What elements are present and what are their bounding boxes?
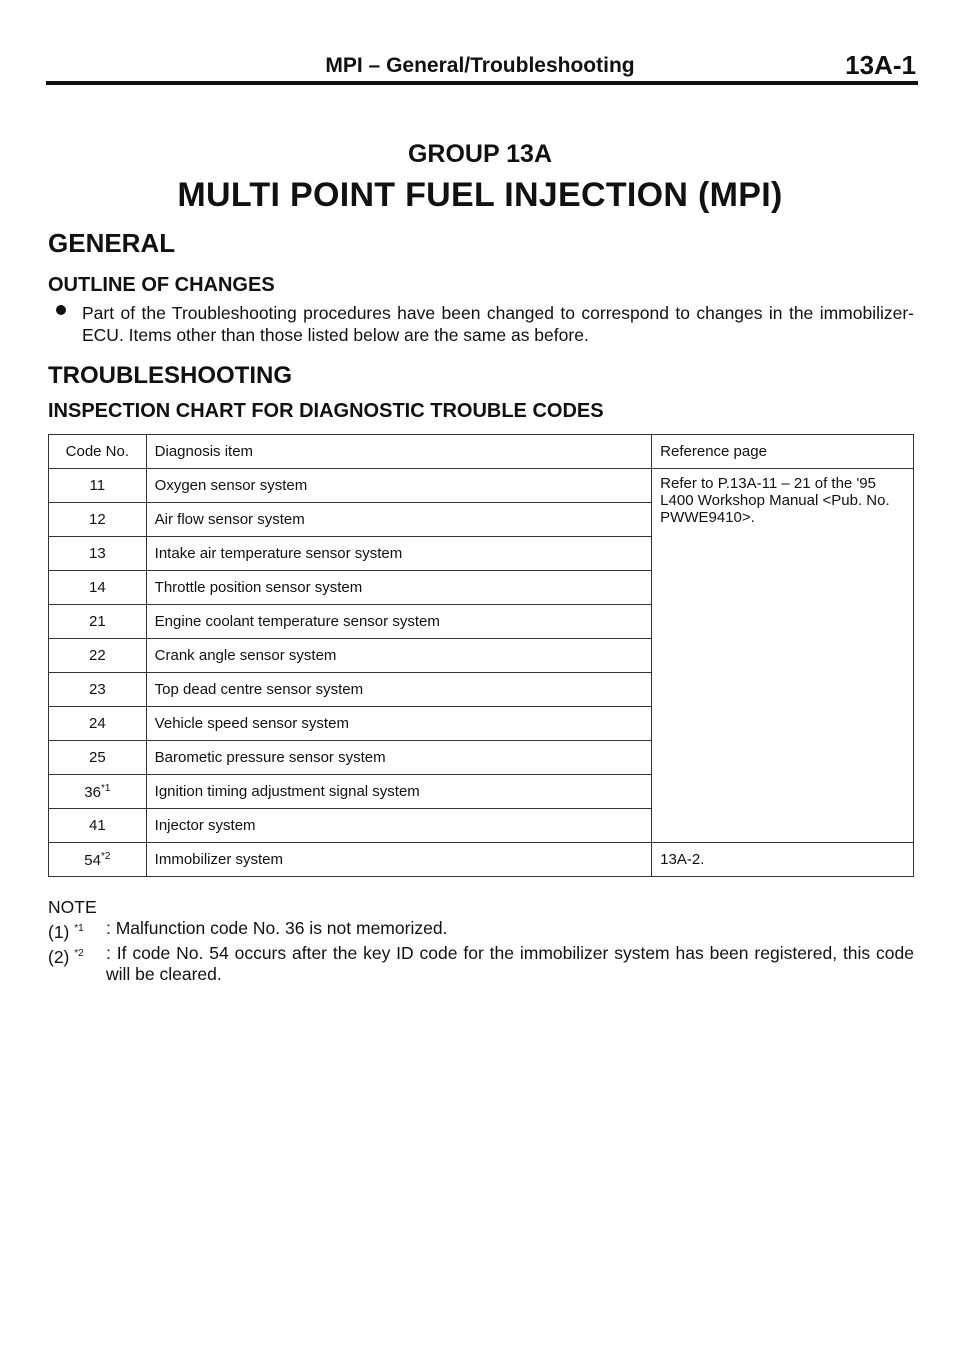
note-index: (2): [48, 946, 70, 967]
note-number: [48, 918, 106, 943]
footnote-mark: *1: [74, 923, 84, 934]
item-cell: Top dead centre sensor system: [146, 673, 652, 707]
page-number: 13A-1: [845, 50, 916, 80]
code-cell: [49, 843, 147, 877]
item-cell: Intake air temperature sensor system: [146, 537, 652, 571]
code-cell: 22: [49, 639, 147, 673]
code-cell: 13: [49, 537, 147, 571]
item-cell: Ignition timing adjustment signal system: [146, 775, 652, 809]
dtc-table: [48, 434, 914, 877]
code-cell: 24: [49, 707, 147, 741]
code-cell: 21: [49, 605, 147, 639]
item-cell: Throttle position sensor system: [146, 571, 652, 605]
code-number: 54: [84, 851, 101, 869]
main-title: MULTI POINT FUEL INJECTION (MPI): [177, 176, 783, 214]
item-cell: Vehicle speed sensor system: [146, 707, 652, 741]
note-number: [48, 943, 106, 985]
troubleshooting-heading: TROUBLESHOOTING: [48, 362, 292, 389]
code-cell: 23: [49, 673, 147, 707]
reference-cell: Refer to P.13A-11 – 21 of the '95 L400 Workshop Manual <Pub. No. PWWE9410>.: [652, 469, 914, 843]
item-cell: Barometic pressure sensor system: [146, 741, 652, 775]
footnote-mark: *2: [100, 850, 111, 862]
code-cell: 12: [49, 503, 147, 537]
note-text: : Malfunction code No. 36 is not memorized.: [106, 918, 448, 938]
note-block: [48, 897, 914, 985]
code-cell: 25: [49, 741, 147, 775]
item-cell: Engine coolant temperature sensor system: [146, 605, 652, 639]
footnote-mark: *2: [74, 947, 84, 959]
note-item: [48, 918, 914, 943]
general-heading: GENERAL: [48, 228, 176, 258]
note-index: (1): [48, 921, 70, 942]
chart-heading: INSPECTION CHART FOR DIAGNOSTIC TROUBLE CODES: [48, 400, 604, 422]
note-text: : If code No. 54 occurs after the key ID code for the immobilizer system has been registered, this code will be cleared.: [106, 942, 914, 984]
outline-heading: OUTLINE OF CHANGES: [48, 274, 275, 296]
item-cell: Oxygen sensor system: [146, 469, 652, 503]
group-label: GROUP 13A: [407, 140, 553, 168]
column-header-item: Diagnosis item: [146, 435, 652, 469]
column-header-code: Code No.: [49, 435, 147, 469]
header-title: MPI – General/Troubleshooting: [325, 54, 635, 77]
code-cell: [49, 775, 147, 809]
header-rule: [46, 81, 918, 85]
table-row: [49, 843, 914, 877]
reference-cell: 13A-2.: [652, 843, 914, 877]
item-cell: Air flow sensor system: [146, 503, 652, 537]
item-cell: Immobilizer system: [146, 843, 652, 877]
footnote-mark: *1: [100, 782, 111, 794]
note-heading: NOTE: [48, 897, 97, 917]
code-cell: 41: [49, 809, 147, 843]
code-cell: 14: [49, 571, 147, 605]
note-item: [48, 943, 914, 985]
outline-text: Part of the Troubleshooting procedures have been changed to correspond to changes in the immobilizer-ECU. Items other than those listed below are the same as before.: [82, 303, 914, 345]
item-cell: Injector system: [146, 809, 652, 843]
code-number: 36: [84, 783, 101, 801]
table-row: [49, 469, 914, 503]
code-cell: 11: [49, 469, 147, 503]
bullet-icon: [56, 305, 66, 315]
column-header-reference: Reference page: [652, 435, 914, 469]
item-cell: Crank angle sensor system: [146, 639, 652, 673]
table-header-row: [49, 435, 914, 469]
